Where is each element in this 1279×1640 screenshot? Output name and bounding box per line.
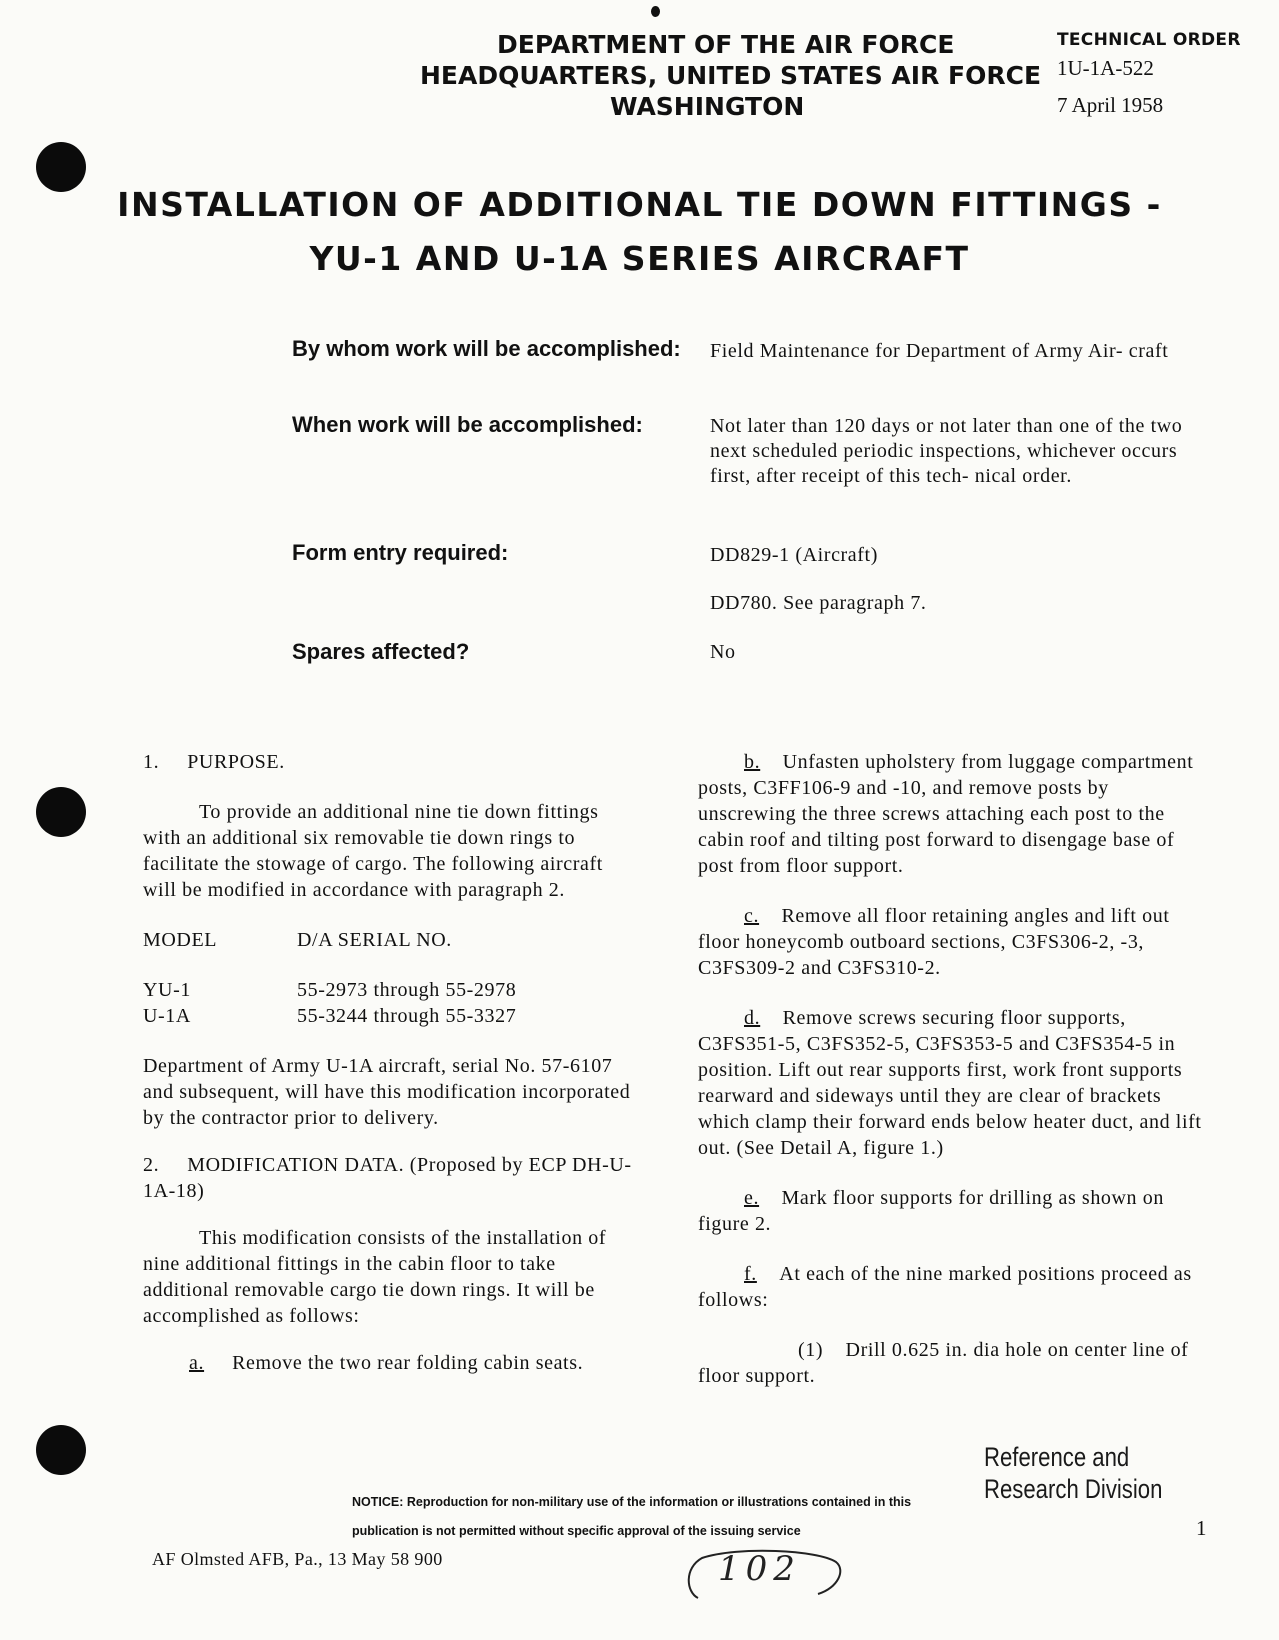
step-e-letter: e. [744,1187,760,1209]
by-whom-value: Field Maintenance for Department of Army Air- craft [710,340,1169,362]
stamp-line-2: Research Division [984,1474,1163,1504]
step-f1-number: (1) [798,1339,824,1361]
step-c-text: Remove all floor retaining angles and lift out floor honeycomb outboard sections, C3FS306-2, -3, C3FS309-2 and C3FS310-2. [698,905,1170,979]
technical-order-date: 7 April 1958 [1057,93,1164,117]
step-c [698,903,1208,981]
form-entry-value-2: DD780. See paragraph 7. [710,592,927,614]
step-f1 [698,1337,1208,1389]
page-number: 1 [1196,1516,1207,1540]
step-f1-text: Drill 0.625 in. dia hole on center line of floor support. [698,1339,1189,1387]
step-e-text: Mark floor supports for drilling as shown on figure 2. [698,1187,1164,1235]
step-a-letter: a. [189,1352,205,1374]
department-header [420,29,1042,122]
row-serial: 55-3244 through 55-3327 [297,1005,517,1027]
stamp-line-1: Reference and [984,1442,1130,1472]
reference-stamp [984,1441,1162,1505]
serial-table [143,927,637,1029]
title-line-2: YU-1 AND U-1A SERIES AIRCRAFT [309,239,970,278]
step-c-letter: c. [744,905,760,927]
step-d [698,1005,1208,1161]
ink-speck [651,6,660,17]
technical-order-block [1057,30,1241,118]
title-line-1: INSTALLATION OF ADDITIONAL TIE DOWN FITTINGS - [117,185,1162,224]
notice-line-2: publication is not permitted without specific approval of the issuing service [352,1524,801,1538]
modification-heading: 2. MODIFICATION DATA. (Proposed by ECP DH-U-1A-18) [143,1154,632,1202]
dept-army-text: Department of Army U-1A aircraft, serial No. 57-6107 and subsequent, will have this modification incorporated by the contractor prior to delivery. [143,1055,631,1129]
table-row [143,977,637,1003]
left-column [143,749,637,1376]
step-d-text: Remove screws securing floor supports, C3FS351-5, C3FS352-5, C3FS353-5 and C3FS354-5 in position. Lift out rear supports first, work front supports rearward and sideways until they are clear of brackets which clamp their forward ends below heater duct, and lift out. (See Detail A, figure 1.) [698,1007,1202,1159]
row-serial: 55-2973 through 55-2978 [297,979,517,1001]
when-label: When work will be accomplished: [292,412,643,437]
when-value: Not later than 120 days or not later than one of the two next scheduled periodic inspections, whichever occurs first, after receipt of this tech- nical order. [710,415,1183,487]
punch-hole-bottom [36,1425,86,1475]
step-b [698,749,1208,879]
spares-label: Spares affected? [292,639,470,664]
dept-line-1: DEPARTMENT OF THE AIR FORCE [497,30,955,59]
step-a-text: Remove the two rear folding cabin seats. [232,1352,584,1374]
step-f-text: At each of the nine marked positions proceed as follows: [698,1263,1192,1311]
dept-line-2: HEADQUARTERS, UNITED STATES AIR FORCE [420,61,1042,90]
form-entry-label: Form entry required: [292,540,509,565]
row-model: U-1A [143,1005,191,1027]
step-e [698,1185,1208,1237]
row-model: YU-1 [143,979,191,1001]
printer-line: AF Olmsted AFB, Pa., 13 May 58 900 [152,1549,443,1569]
step-b-text: Unfasten upholstery from luggage compartment posts, C3FF106-9 and -10, and remove posts by unscrewing the three screws attaching each post to the cabin roof and tilting post forward to disengage base of post from floor support. [698,751,1194,877]
table-row [143,1003,637,1029]
modification-text: This modification consists of the installation of nine additional fittings in the cabin floor to take additional removable cargo tie down rings. It will be accomplished as follows: [143,1227,607,1327]
step-f-letter: f. [744,1263,757,1285]
purpose-text: To provide an additional nine tie down fittings with an additional six removable tie down rings to facilitate the stowage of cargo. The following aircraft will be modified in accordance with paragraph 2. [143,801,603,901]
right-column [698,749,1208,1389]
by-whom-label: By whom work will be accomplished: [292,336,681,361]
step-d-letter: d. [744,1007,761,1029]
model-column-header: MODEL [143,929,218,951]
dept-line-3: WASHINGTON [610,92,805,121]
step-a [143,1350,637,1376]
technical-order-number: 1U-1A-522 [1057,56,1154,80]
notice-line-1: NOTICE: Reproduction for non-military use of the information or illustrations contained in this [352,1495,912,1509]
form-entry-value-1: DD829-1 (Aircraft) [710,544,878,566]
document-title [0,178,1279,286]
punch-hole-middle [36,787,86,837]
handwritten-number: 102 [718,1549,801,1589]
technical-order-label: TECHNICAL ORDER [1057,30,1241,50]
purpose-heading: 1. PURPOSE. [143,751,285,773]
spares-value: No [710,641,736,663]
step-f [698,1261,1208,1313]
step-b-letter: b. [744,751,761,773]
serial-column-header: D/A SERIAL NO. [297,929,452,951]
